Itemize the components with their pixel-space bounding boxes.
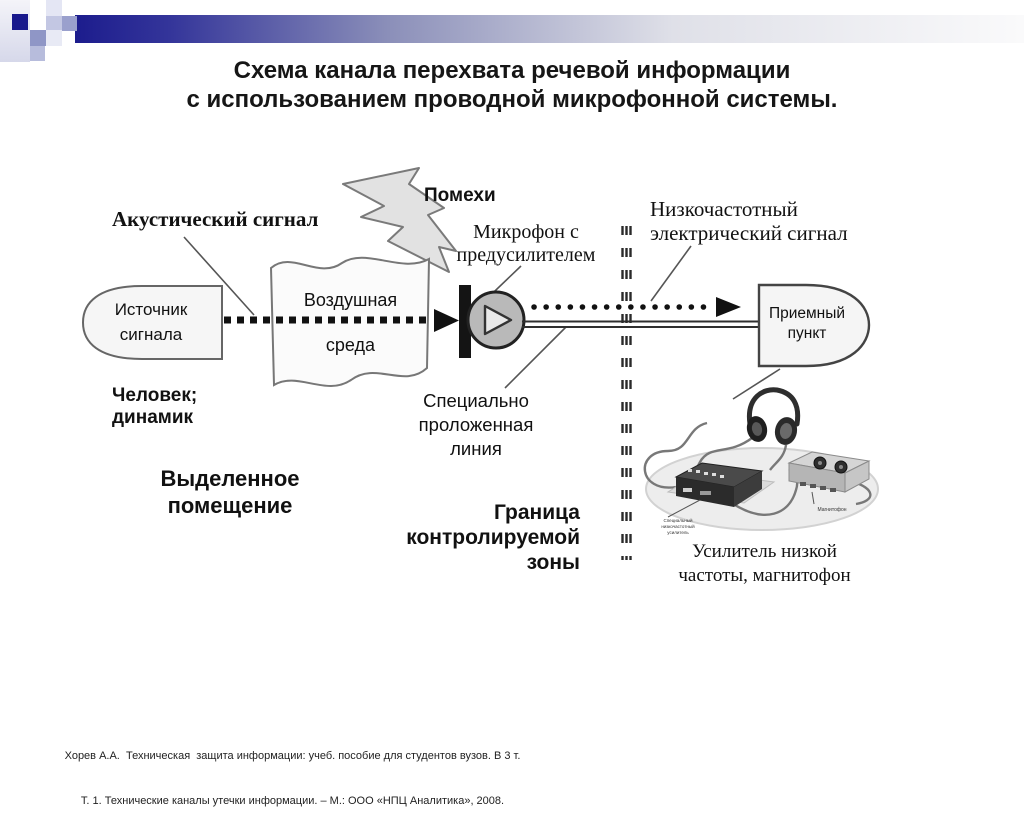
citation-line2: Т. 1. Технические каналы утечки информации. – М.: ООО «НПЦ Аналитика», 2008. xyxy=(80,795,505,807)
lf-arrowhead-icon xyxy=(716,297,741,317)
tiny-label-amplifier-2: низкочастотный xyxy=(661,524,695,529)
air-medium-label-top: Воздушная xyxy=(303,290,398,310)
wire-line xyxy=(522,322,761,328)
source-box-label: Источник сигнала xyxy=(114,300,188,344)
laid-line-label: Специально проложенная линия xyxy=(418,390,534,459)
acoustic-signal-label: Акустический сигнал xyxy=(112,207,319,231)
human-speaker-label: Человек; динамик xyxy=(112,385,198,428)
headphones-icon xyxy=(745,390,800,447)
tiny-label-amplifier-1: Специальный xyxy=(663,518,693,523)
zone-boundary-line xyxy=(623,226,631,560)
slide-title-line2: с использованием проводной микрофонной системы. xyxy=(186,86,838,113)
air-medium-label-bottom: среда xyxy=(325,335,376,355)
interference-label: Помехи xyxy=(424,185,496,206)
equipment-illustration xyxy=(645,390,878,535)
slide-title-line1: Схема канала перехвата речевой информации xyxy=(233,57,791,84)
citation-line1: Хорев А.А. Техническая защита информации: учеб. пособие для студентов вузов. В 3 т. xyxy=(64,750,521,762)
receiver-box-label: Приемный пункт xyxy=(768,305,846,342)
zone-border-label: Граница контролируемой зоны xyxy=(406,501,580,574)
dedicated-room-label: Выделенное помещение xyxy=(160,466,300,518)
leader-lf-signal xyxy=(651,246,691,301)
microphone-symbol xyxy=(459,285,524,358)
tiny-label-recorder: Магнитофон xyxy=(817,507,847,513)
lf-signal-label: Низкочастотный электрический сигнал xyxy=(650,197,848,245)
tape-recorder-icon xyxy=(789,452,869,492)
tiny-label-amplifier-3: усилитель xyxy=(667,530,689,535)
amplifier-recorder-label: Усилитель низкой частоты, магнитофон xyxy=(678,541,851,586)
acoustic-arrowhead-icon xyxy=(434,309,459,332)
citation-footer xyxy=(40,719,545,839)
microphone-label: Микрофон с предусилителем xyxy=(456,221,596,266)
